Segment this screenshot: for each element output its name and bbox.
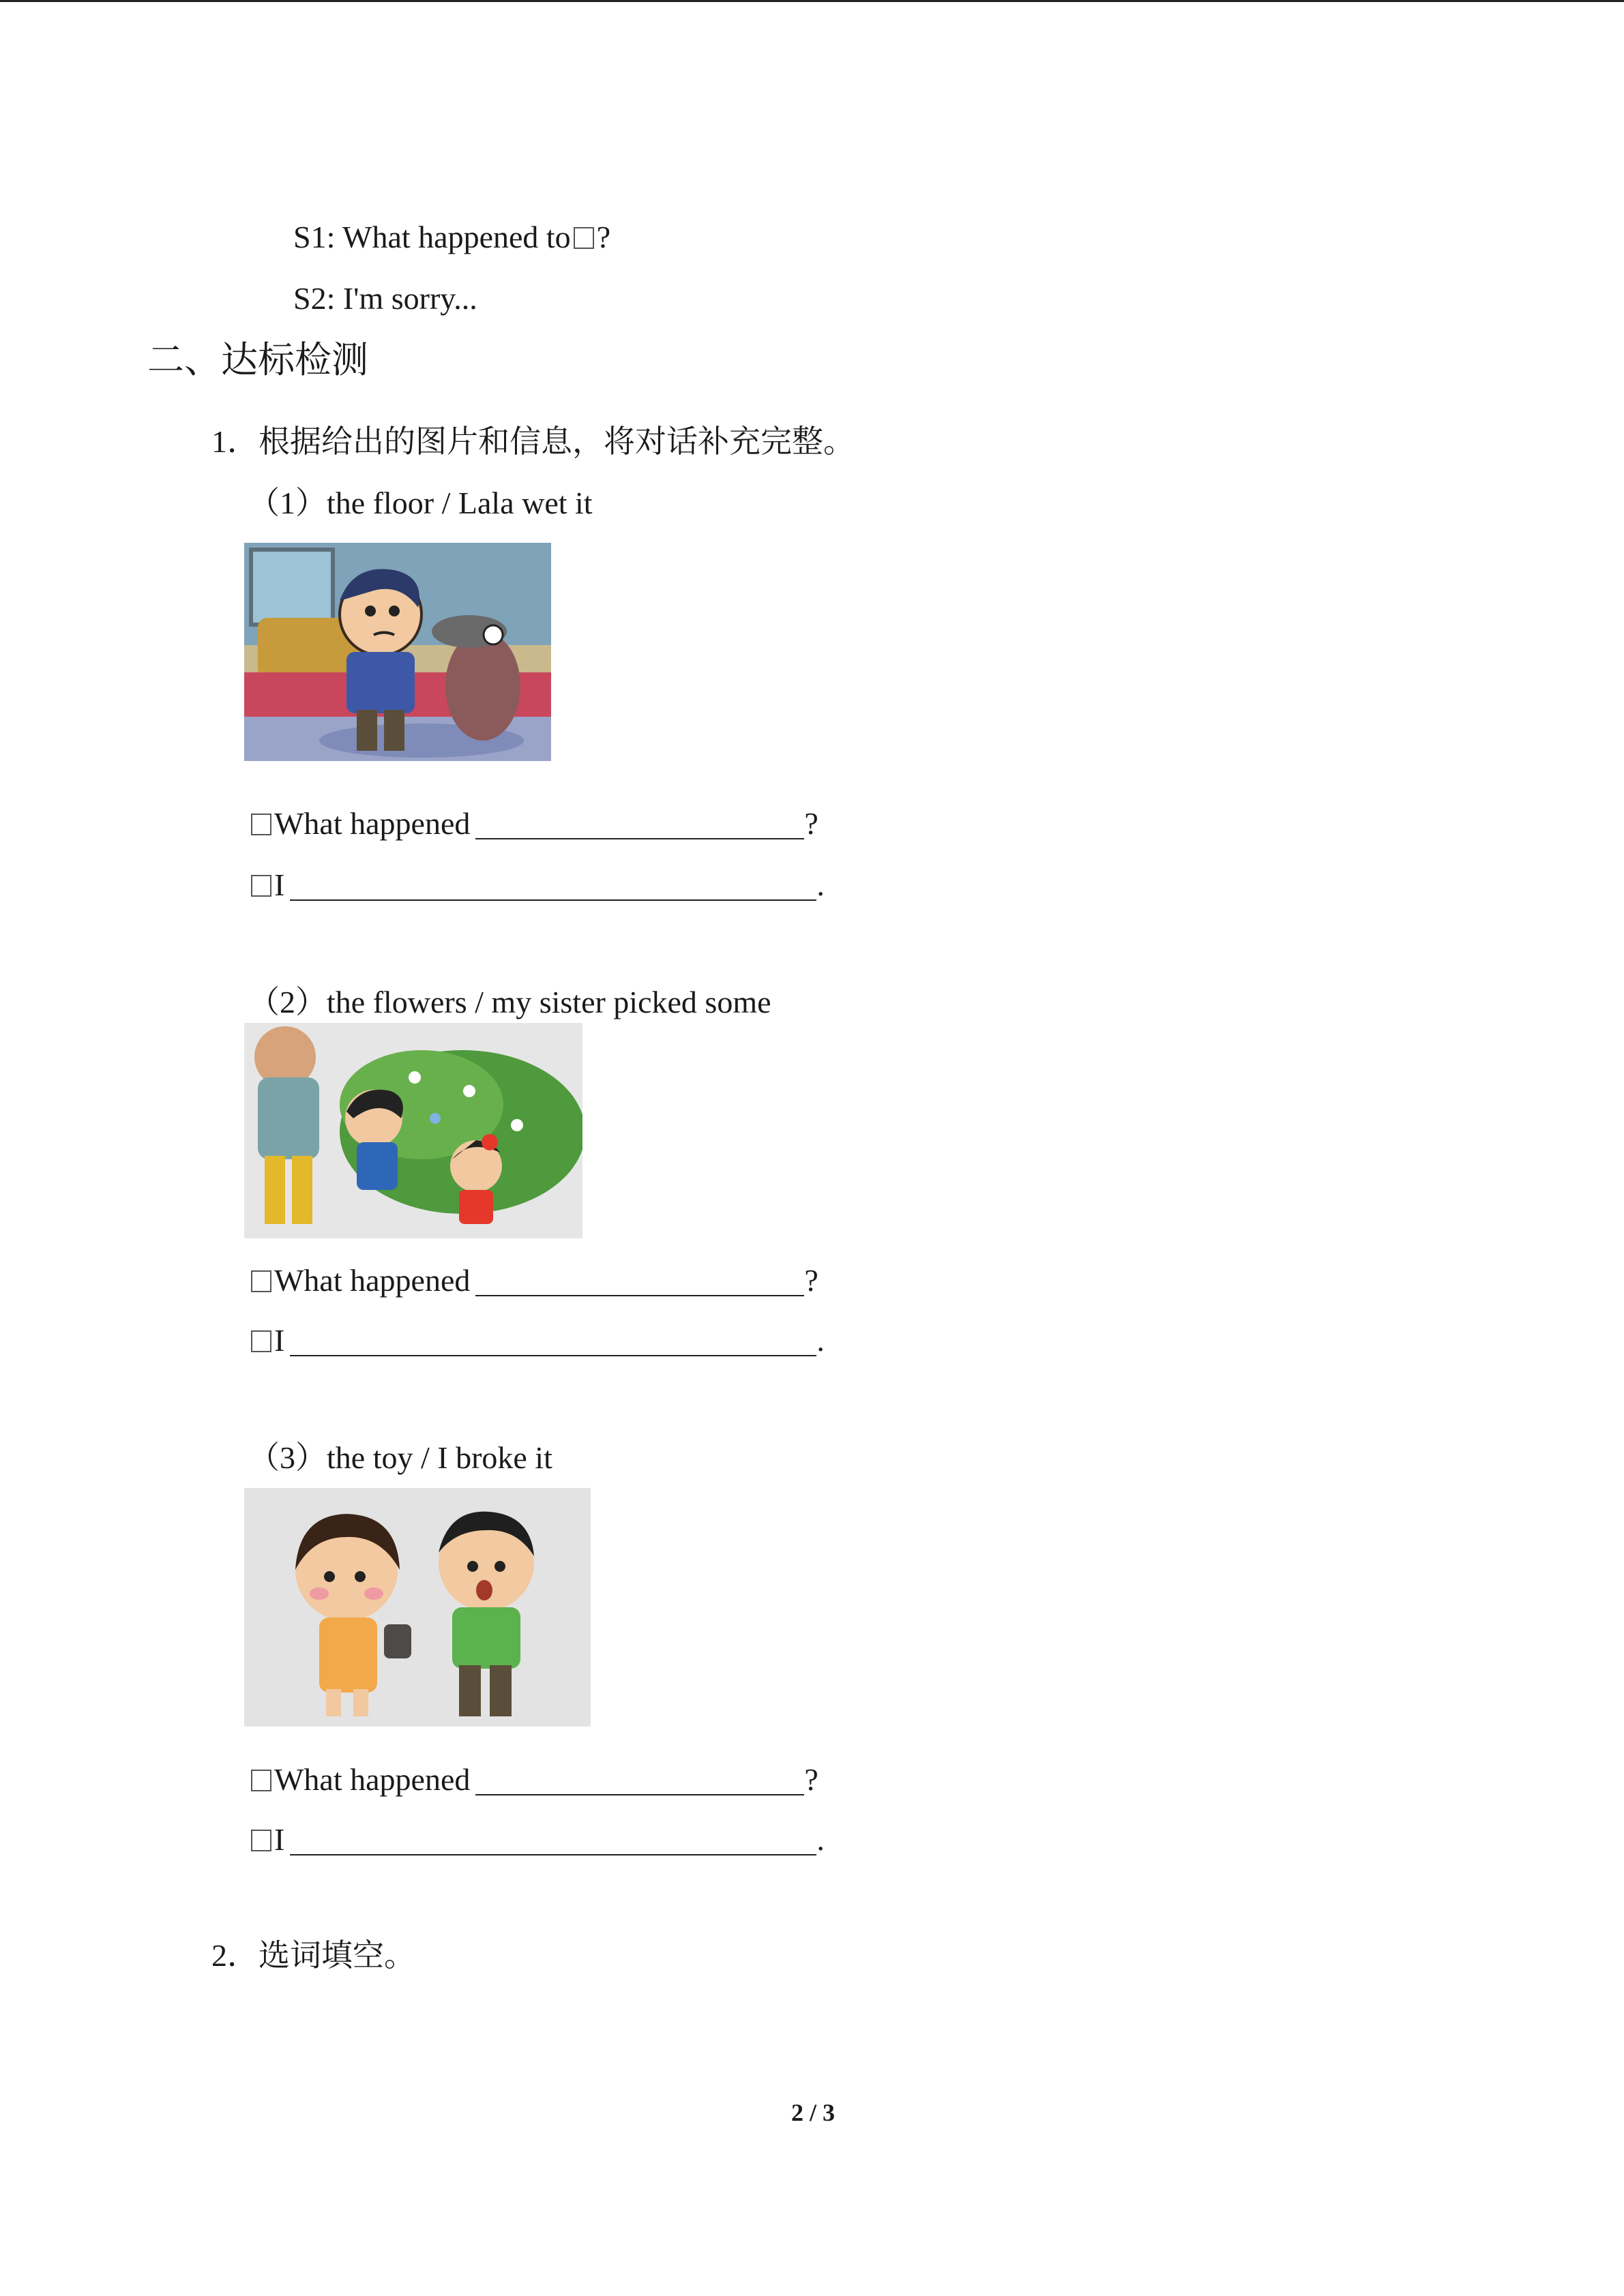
item-2-illustration <box>244 1023 582 1238</box>
top-border <box>0 0 1624 2</box>
boy-wet-floor-illustration <box>244 543 551 761</box>
item-3-answer-blank[interactable] <box>290 1824 816 1855</box>
exercise-one-instruction: 1．根据给出的图片和信息，将对话补充完整。 <box>211 424 855 459</box>
item-3-question-blank[interactable] <box>475 1764 804 1795</box>
girls-picking-flowers-illustration <box>244 1023 582 1238</box>
speaker-box-icon <box>251 1330 271 1352</box>
speaker-box-icon <box>251 1830 271 1851</box>
item-2-question-blank[interactable] <box>475 1265 804 1296</box>
section-heading: 二、达标检测 <box>147 340 368 381</box>
item-1-illustration <box>244 543 551 761</box>
item-1-answer-line: I . <box>248 866 825 904</box>
item-3-question-line: What happened ? <box>248 1761 818 1799</box>
item-2-prompt: （2）the flowers / my sister picked some <box>248 985 771 1019</box>
broken-toy-illustration <box>244 1488 591 1727</box>
page-number: 2 / 3 <box>791 2099 836 2126</box>
dialogue-line-s1: S1: What happened to ? <box>293 220 611 254</box>
item-1-question-blank[interactable] <box>475 808 804 839</box>
speaker-box-icon <box>251 875 271 897</box>
item-1-answer-blank[interactable] <box>290 869 816 901</box>
speaker-box-icon <box>251 1770 271 1791</box>
dialogue-line-s2: S2: I'm sorry... <box>293 281 477 316</box>
item-1-question-line: What happened ? <box>248 805 818 843</box>
placeholder-box-icon <box>574 227 594 249</box>
item-2-answer-line: I . <box>248 1322 825 1360</box>
item-1-prompt: （1）the floor / Lala wet it <box>248 486 593 520</box>
item-2-question-line: What happened ? <box>248 1262 818 1300</box>
item-3-prompt: （3）the toy / I broke it <box>248 1440 552 1475</box>
speaker-box-icon <box>251 814 271 835</box>
item-2-answer-blank[interactable] <box>290 1325 816 1356</box>
speaker-box-icon <box>251 1270 271 1292</box>
exercise-two-instruction: 2．选词填空。 <box>211 1938 415 1973</box>
item-3-illustration <box>244 1488 591 1727</box>
item-3-answer-line: I . <box>248 1821 825 1859</box>
